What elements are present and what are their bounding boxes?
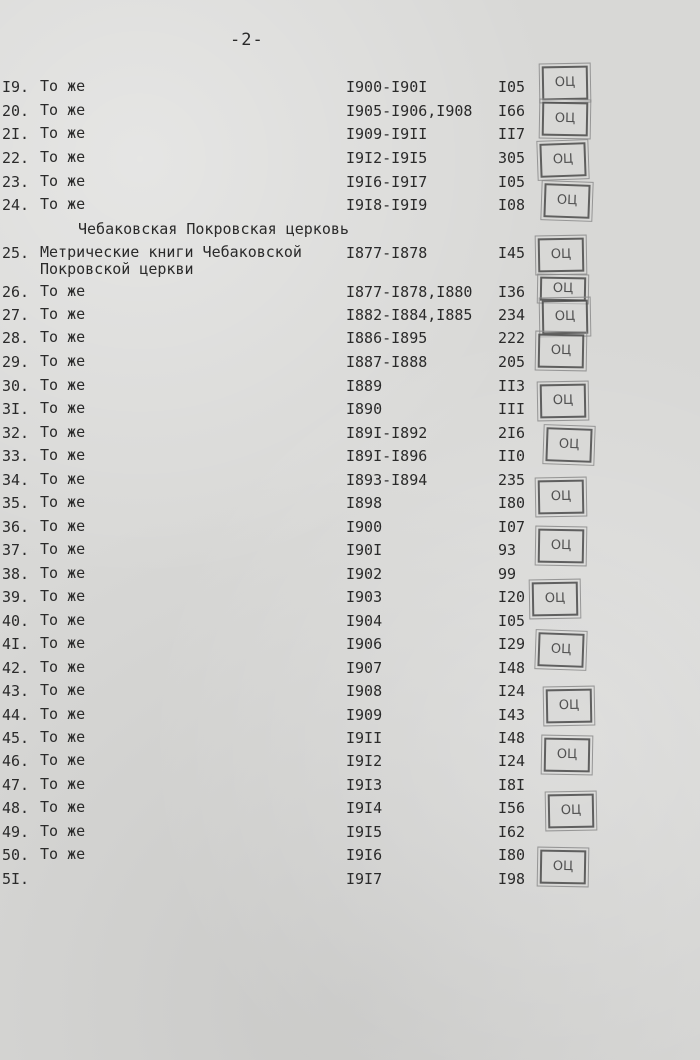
item-count: I36 (498, 283, 526, 301)
item-count: 305 (498, 149, 526, 167)
list-item (0, 400, 700, 422)
item-years: I9I5 (346, 823, 383, 841)
list-item (0, 78, 700, 100)
item-description: То же (40, 305, 86, 323)
item-description: То же (40, 195, 86, 213)
item-number: 35. (2, 494, 30, 512)
item-description: То же (40, 540, 86, 558)
item-years: I907 (346, 659, 383, 677)
item-years: I9I4 (346, 799, 383, 817)
item-description: То же (40, 101, 86, 119)
item-years: I904 (346, 612, 383, 630)
item-number: 26. (2, 283, 30, 301)
list-item (0, 541, 700, 563)
item-number: 42. (2, 659, 30, 677)
item-number: 43. (2, 682, 30, 700)
item-description: То же (40, 399, 86, 417)
item-count: I05 (498, 78, 526, 96)
item-years: I886-I895 (346, 329, 428, 347)
item-years: I893-I894 (346, 471, 428, 489)
item-count: 99 (498, 565, 517, 583)
list-item (0, 588, 700, 610)
item-years: I902 (346, 565, 383, 583)
list-item (0, 102, 700, 124)
list-item (0, 244, 700, 284)
item-count: I08 (498, 196, 526, 214)
stamp-oc: ОЦ (532, 582, 579, 617)
item-number: 45. (2, 729, 30, 747)
item-description: То же (40, 822, 86, 840)
list-item (0, 377, 700, 399)
item-number: 3I. (2, 400, 30, 418)
item-number: 29. (2, 353, 30, 371)
item-years: I909-I9II (346, 125, 428, 143)
list-item (0, 125, 700, 147)
item-number: 22. (2, 149, 30, 167)
list-item (0, 329, 700, 351)
item-description: То же (40, 352, 86, 370)
item-description: То же (40, 124, 86, 142)
stamp-oc: ОЦ (540, 850, 587, 885)
list-item (0, 424, 700, 446)
list-item (0, 612, 700, 634)
item-count: I05 (498, 173, 526, 191)
item-years: I898 (346, 494, 383, 512)
stamp-oc: ОЦ (543, 183, 590, 219)
section-heading: Чебаковская Покровская церковь (78, 220, 349, 238)
item-description: То же (40, 728, 86, 746)
list-item (0, 776, 700, 798)
item-years: I908 (346, 682, 383, 700)
item-count: 205 (498, 353, 526, 371)
item-count: I20 (498, 588, 526, 606)
item-count: I80 (498, 494, 526, 512)
item-number: 39. (2, 588, 30, 606)
item-number: 33. (2, 447, 30, 465)
item-number: 2I. (2, 125, 30, 143)
stamp-oc: ОЦ (540, 277, 586, 302)
item-number: 34. (2, 471, 30, 489)
item-years: I9I6-I9I7 (346, 173, 428, 191)
item-number: 36. (2, 518, 30, 536)
item-count: I29 (498, 635, 526, 653)
item-count: II3 (498, 377, 526, 395)
item-number: 20. (2, 102, 30, 120)
item-description: То же (40, 564, 86, 582)
item-years: I900-I90I (346, 78, 428, 96)
item-description: То же (40, 845, 86, 863)
item-years: I887-I888 (346, 353, 428, 371)
item-years: I9I7 (346, 870, 383, 888)
item-years: I9I6 (346, 846, 383, 864)
item-number: 38. (2, 565, 30, 583)
item-years: I882-I884,I885 (346, 306, 473, 324)
list-item (0, 149, 700, 171)
list-item (0, 823, 700, 845)
stamp-oc: ОЦ (540, 384, 587, 419)
item-number: 24. (2, 196, 30, 214)
item-number: 32. (2, 424, 30, 442)
item-years: I890 (346, 400, 383, 418)
list-item (0, 173, 700, 195)
stamp-oc: ОЦ (546, 689, 593, 724)
item-number: 37. (2, 541, 30, 559)
item-description: То же (40, 798, 86, 816)
item-description: То же (40, 77, 86, 95)
item-years: I877-I878 (346, 244, 428, 262)
stamp-oc: ОЦ (539, 142, 586, 178)
item-years: I9II (346, 729, 383, 747)
list-item (0, 447, 700, 469)
item-years: I89I-I896 (346, 447, 428, 465)
item-count: 234 (498, 306, 526, 324)
item-years: I9I2 (346, 752, 383, 770)
list-item (0, 635, 700, 657)
stamp-oc: ОЦ (542, 300, 589, 335)
item-description: То же (40, 658, 86, 676)
item-description: То же (40, 775, 86, 793)
item-number: 48. (2, 799, 30, 817)
item-years: I903 (346, 588, 383, 606)
item-years: I90I (346, 541, 383, 559)
item-number: 25. (2, 244, 30, 262)
item-count: II7 (498, 125, 526, 143)
item-count: I48 (498, 659, 526, 677)
list-item (0, 306, 700, 328)
item-number: 49. (2, 823, 30, 841)
item-description: То же (40, 493, 86, 511)
item-description: То же (40, 587, 86, 605)
item-years: I905-I906,I908 (346, 102, 473, 120)
item-description: То же (40, 517, 86, 535)
list-item (0, 471, 700, 493)
list-item (0, 729, 700, 751)
item-description: То же (40, 705, 86, 723)
item-count: II0 (498, 447, 526, 465)
item-number: 23. (2, 173, 30, 191)
page-number: -2- (230, 30, 264, 50)
item-count: 93 (498, 541, 517, 559)
stamp-oc: ОЦ (545, 427, 592, 463)
item-description: То же (40, 423, 86, 441)
list-item (0, 682, 700, 704)
list-item (0, 846, 700, 868)
stamp-oc: ОЦ (538, 238, 585, 273)
item-number: 5I. (2, 870, 30, 888)
item-count: I45 (498, 244, 526, 262)
item-count: 235 (498, 471, 526, 489)
list-item (0, 752, 700, 774)
item-number: 44. (2, 706, 30, 724)
item-count: I62 (498, 823, 526, 841)
stamp-oc: ОЦ (538, 529, 585, 564)
item-description: То же (40, 681, 86, 699)
item-years: I906 (346, 635, 383, 653)
item-years: I9I3 (346, 776, 383, 794)
item-number: 4I. (2, 635, 30, 653)
item-count: 222 (498, 329, 526, 347)
item-description: То же (40, 376, 86, 394)
item-description: То же (40, 148, 86, 166)
item-description: То же (40, 470, 86, 488)
item-years: I89I-I892 (346, 424, 428, 442)
list-item (0, 283, 700, 305)
item-years: I889 (346, 377, 383, 395)
item-number: 47. (2, 776, 30, 794)
item-description: То же (40, 282, 86, 300)
item-number: I9. (2, 78, 30, 96)
list-item (0, 870, 700, 892)
item-count: I24 (498, 682, 526, 700)
item-years: I9I2-I9I5 (346, 149, 428, 167)
item-count: 2I6 (498, 424, 526, 442)
item-number: 27. (2, 306, 30, 324)
stamp-oc: ОЦ (548, 794, 595, 829)
stamp-oc: ОЦ (544, 738, 591, 773)
item-number: 40. (2, 612, 30, 630)
stamp-oc: ОЦ (538, 334, 585, 369)
item-description: То же (40, 611, 86, 629)
item-count: I56 (498, 799, 526, 817)
item-years: I9I8-I9I9 (346, 196, 428, 214)
list-item (0, 706, 700, 728)
list-item (0, 518, 700, 540)
stamp-oc: ОЦ (542, 66, 589, 101)
stamp-oc: ОЦ (538, 480, 585, 515)
item-count: I66 (498, 102, 526, 120)
item-years: I900 (346, 518, 383, 536)
stamp-oc: ОЦ (542, 102, 589, 137)
list-item (0, 799, 700, 821)
item-number: 30. (2, 377, 30, 395)
item-count: I24 (498, 752, 526, 770)
item-count: I05 (498, 612, 526, 630)
list-item (0, 196, 700, 218)
list-item (0, 494, 700, 516)
item-description: То же (40, 328, 86, 346)
item-count: III (498, 400, 526, 418)
list-item (0, 565, 700, 587)
item-description: Метрические книги Чебаковской Покровской церкви (40, 243, 302, 278)
item-count: I48 (498, 729, 526, 747)
item-count: I8I (498, 776, 526, 794)
stamp-oc: ОЦ (537, 632, 584, 668)
item-description: То же (40, 634, 86, 652)
item-years: I877-I878,I880 (346, 283, 473, 301)
item-number: 50. (2, 846, 30, 864)
list-item (0, 659, 700, 681)
item-years: I909 (346, 706, 383, 724)
item-number: 46. (2, 752, 30, 770)
item-count: I07 (498, 518, 526, 536)
item-number: 28. (2, 329, 30, 347)
item-description: То же (40, 172, 86, 190)
item-count: I80 (498, 846, 526, 864)
item-count: I98 (498, 870, 526, 888)
item-count: I43 (498, 706, 526, 724)
item-description: То же (40, 751, 86, 769)
item-description: То же (40, 446, 86, 464)
list-item (0, 353, 700, 375)
